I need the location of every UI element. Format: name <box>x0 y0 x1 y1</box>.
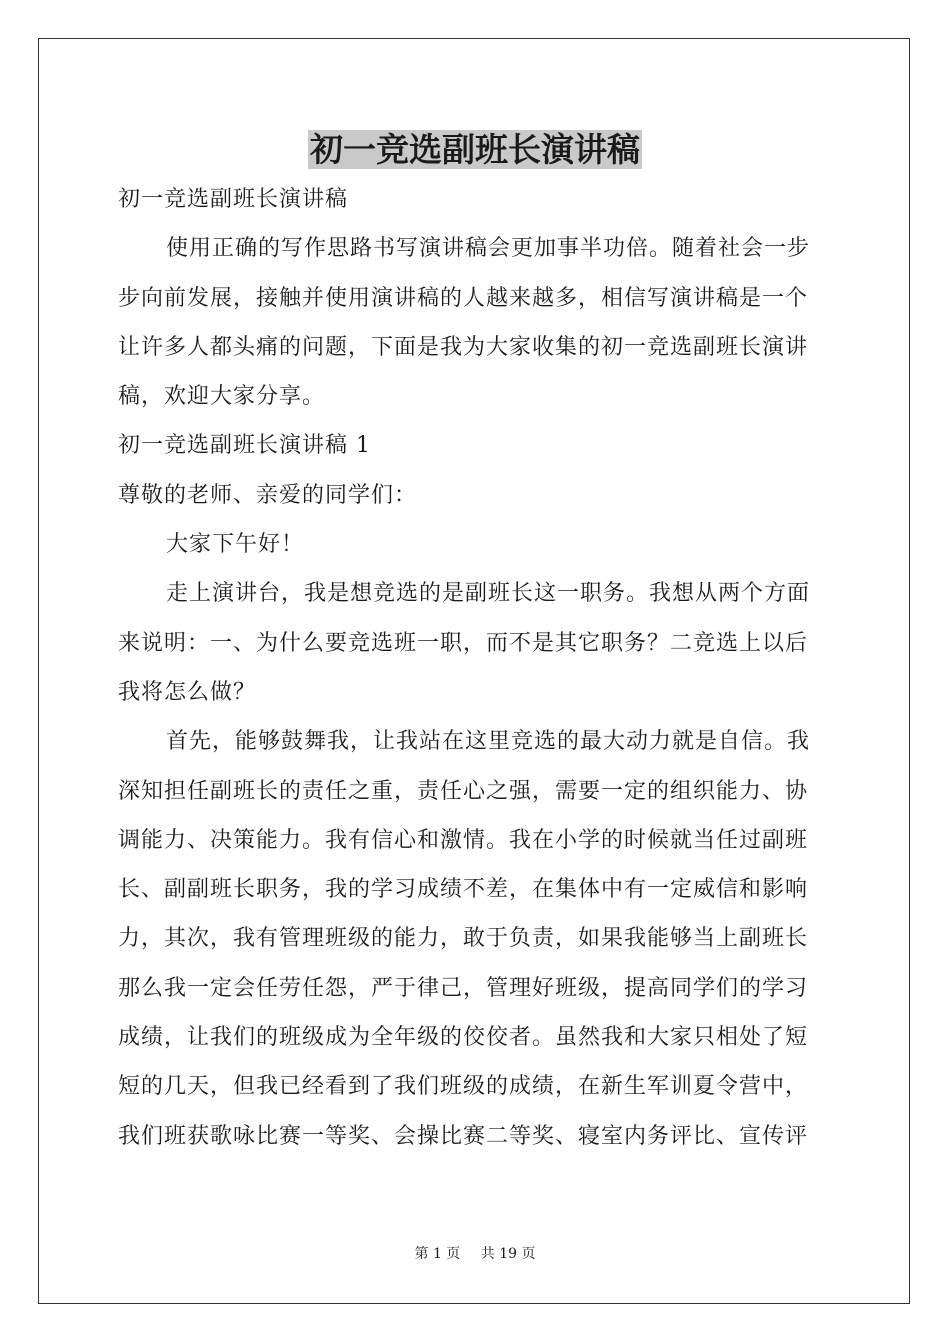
document-body <box>118 175 834 1161</box>
text-line: 初一竞选副班长演讲稿 1 <box>118 433 371 459</box>
document-title <box>0 126 950 174</box>
text-line: 力，其次，我有管理班级的能力，敢于负责，如果我能够当上副班长 <box>118 926 809 952</box>
text-line: 短的几天，但我已经看到了我们班级的成绩，在新生军训夏令营中， <box>118 1074 809 1100</box>
page-total: 共 19 页 <box>480 1246 536 1262</box>
text-line: 那么我一定会任劳任怨，严于律己，管理好班级，提高同学们的学习 <box>118 975 809 1001</box>
document-title-text: 初一竞选副班长演讲稿 <box>310 130 640 169</box>
text-line: 步向前发展，接触并使用演讲稿的人越来越多，相信写演讲稿是一个 <box>118 285 809 311</box>
text-line: 走上演讲台，我是想竞选的是副班长这一职务。我想从两个方面 <box>166 581 811 607</box>
text-line: 首先，能够鼓舞我，让我站在这里竞选的最大动力就是自信。我 <box>166 729 811 755</box>
page-footer <box>0 1244 950 1264</box>
text-line: 我们班获歌咏比赛一等奖、会操比赛二等奖、寝室内务评比、宣传评 <box>118 1123 809 1149</box>
text-line: 使用正确的写作思路书写演讲稿会更加事半功倍。随着社会一步 <box>166 236 811 262</box>
text-line: 长、副副班长职务，我的学习成绩不差，在集体中有一定威信和影响 <box>118 877 809 903</box>
text-line: 深知担任副班长的责任之重，责任心之强，需要一定的组织能力、协 <box>118 778 809 804</box>
text-line: 我将怎么做？ <box>118 679 257 705</box>
text-line: 稿，欢迎大家分享。 <box>118 384 326 410</box>
text-line: 调能力、决策能力。我有信心和激情。我在小学的时候就当任过副班 <box>118 827 809 853</box>
text-line: 成绩，让我们的班级成为全年级的佼佼者。虽然我和大家只相处了短 <box>118 1025 809 1051</box>
text-line: 初一竞选副班长演讲稿 <box>118 187 349 212</box>
page-number: 第 1 页 <box>414 1246 461 1262</box>
text-line: 让许多人都头痛的问题，下面是我为大家收集的初一竞选副班长演讲 <box>118 334 809 360</box>
text-line: 尊敬的老师、亲爱的同学们： <box>118 482 418 508</box>
text-line: 大家下午好！ <box>166 532 305 558</box>
text-line: 来说明：一、为什么要竞选班一职，而不是其它职务？二竞选上以后 <box>118 630 809 656</box>
